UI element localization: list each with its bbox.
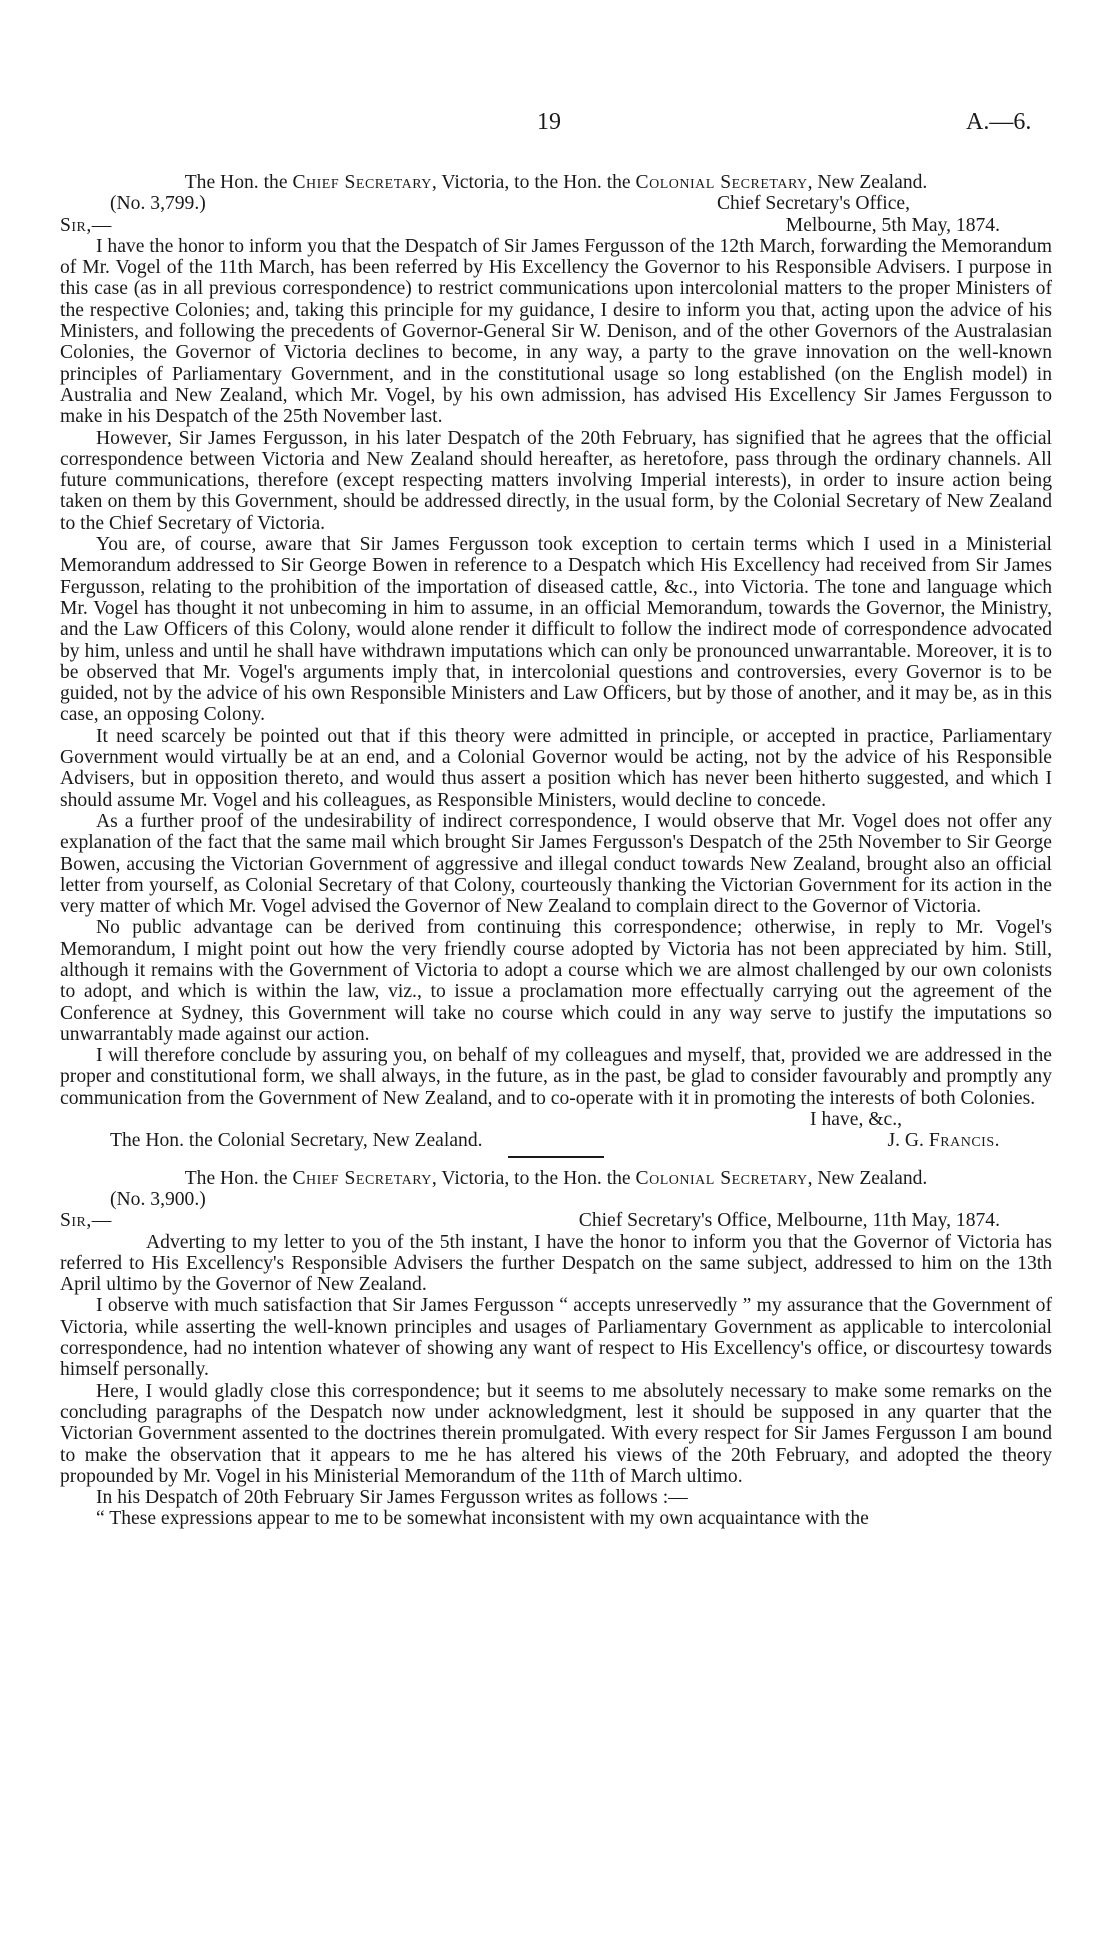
letter-2-quote: “ These expressions appear to me to be somewhat inconsistent with my own acquaintance with the [96, 1508, 869, 1530]
letter-1-paragraph: I will therefore conclude by assuring you, on behalf of my colleagues and myself, that, provided we are addressed in the proper and constitutional form, we shall always, in the future, as in the past, be glad to consider favourably and promptly any communication from the Government of New Zealand, and to co-operate with it in promoting the interests of both Colonies. [60, 1045, 1052, 1109]
page-header [0, 109, 1114, 142]
letter-2-paragraph: Adverting to my letter to you of the 5th instant, I have the honor to inform you that the Governor of Victoria has referred to His Excellency's Responsible Advisers the further Despatch on the same subject, addressed to him on the 13th April ultimo by the Governor of New Zealand. [60, 1231, 1052, 1296]
letter-2-paragraph: Here, I would gladly close this correspondence; but it seems to me absolutely necessary to make some remarks on the concluding paragraphs of the Despatch now under acknowledgment, lest it should be supposed in any quarter that the Victorian Government assented to the doctrines therein promulgated. With every respect for Sir James Fergusson I am bound to make the observation that it appears to me he has altered his views of the 20th February, and adopted the theory propounded by Mr. Vogel in his Ministerial Memorandum of the 11th of March ultimo. [60, 1380, 1052, 1487]
letter-1-place-date: Melbourne, 5th May, 1874. [785, 214, 1000, 236]
letter-1-signature-row [60, 1130, 1052, 1151]
letter-1-office: Chief Secretary's Office, [716, 193, 910, 215]
letter-2-title: The Hon. the Chief Secretary, Victoria, to the Hon. the Colonial Secretary, New Zealand. [184, 1167, 928, 1189]
letter-1-number-row [60, 193, 1052, 214]
letter-1-title: The Hon. the Chief Secretary, Victoria, to the Hon. the Colonial Secretary, New Zealand. [184, 172, 928, 193]
letter-1-paragraph: It need scarcely be pointed out that if this theory were admitted in principle, or accepted in practice, Parliamentary Government would virtually be at an end, and a Colonial Governor would be acting, not by the advice of his Responsible Advisers, but in opposition thereto, and would thus assert a position which has never been hitherto suggested, and which I should assume Mr. Vogel and his colleagues, as Responsible Ministers, would decline to concede. [60, 725, 1052, 811]
letter-2-paragraph: In his Despatch of 20th February Sir James Fergusson writes as follows :— [96, 1487, 688, 1509]
letter-2-number: (No. 3,900.) [110, 1188, 206, 1210]
document-reference: A.—6. [966, 109, 1032, 135]
letter-1-paragraph: You are, of course, aware that Sir James Fergusson took exception to certain terms which I used in a Ministerial Memorandum addressed to Sir George Bowen in reference to a Despatch which His Excellency had received from Sir James Fergusson, relating to the prohibition of the importation of diseased cattle, &c., into Victoria. The tone and language which Mr. Vogel has thought it not unbecoming in him to assume, in an official Memorandum, towards the Governor, the Ministry, and the Law Officers of this Colony, would alone render it difficult to follow the indirect mode of correspondence advocated by him, unless and until he shall have withdrawn imputations which can only be pronounced unwarrantable. Moreover, it is to be observed that Mr. Vogel's arguments imply that, in intercolonial questions and controversies, every Governor is to be guided, not by the advice of his own Responsible Ministers and Law Officers, but by those of another, and it may be, as in this case, an opposing Colony. [60, 534, 1052, 726]
letter-1-paragraph: However, Sir James Fergusson, in his later Despatch of the 20th February, has signified that he agrees that the official correspondence between Victoria and New Zealand should hereafter, as heretofore, pass through the ordinary channels. All future communications, therefore (except respecting matters involving Imperial interests), in order to insure action being taken on them by this Government, should be addressed directly, in the usual form, by the Colonial Secretary of New Zealand to the Chief Secretary of Victoria. [60, 427, 1052, 534]
letter-1-salutation: Sir,— [60, 214, 112, 236]
letter-2-salutation: Sir,— [60, 1210, 112, 1232]
letter-2-place-date: Chief Secretary's Office, Melbourne, 11th May, 1874. [578, 1210, 1000, 1232]
letter-1-signature: J. G. Francis. [887, 1130, 1000, 1152]
letter-1-paragraph: No public advantage can be derived from continuing this correspondence; otherwise, in reply to Mr. Vogel's Memorandum, I might point out how the very friendly course adopted by Victoria has not been appreciated by him. Still, although it remains with the Government of Victoria to adopt a course which we are almost challenged by our own colonists to adopt, and which is within the law, viz., to issue a proclamation more effectually carrying out the agreement of the Conference at Sydney, this Government will take no course which could in any way serve to justify the imputations so unwarrantably made against our action. [60, 917, 1052, 1045]
letter-1 [60, 172, 1052, 1530]
letter-1-salutation-row [60, 215, 1052, 236]
letter-1-paragraph: As a further proof of the undesirability of indirect correspondence, I would observe that Mr. Vogel does not offer any explanation of the fact that the same mail which brought Sir James Fergusson's Despatch of the 25th November to Sir George Bowen, accusing the Victorian Government of aggressive and illegal conduct towards New Zealand, brought also an official letter from yourself, as Colonial Secretary of that Colony, courteously thanking the Victorian Government for its action in the very matter of which Mr. Vogel advised the Governor of New Zealand to complain direct to the Governor of Victoria. [60, 810, 1052, 918]
letter-1-number: (No. 3,799.) [110, 193, 206, 215]
letter-1-paragraph: I have the honor to inform you that the Despatch of Sir James Fergusson of the 12th March, forwarding the Memorandum of Mr. Vogel of the 11th March, has been referred by His Excellency the Governor to his Responsible Advisers. I purpose in this case (as in all previous correspondence) to restrict communications upon intercolonial matters to the proper Ministers of the respective Colonies; and, taking this principle for my guidance, I desire to inform you that, acting upon the advice of his Ministers, and following the precedents of Governor-General Sir W. Denison, and of the other Governors of the Australasian Colonies, the Governor of Victoria declines to become, in any way, a party to the grave innovation on the well-known principles of Parliamentary Government, and in the constitutional usage so long established (on the English model) in Australia and New Zealand, which Mr. Vogel, by his own admission, has advised His Excellency Sir James Fergusson to make in his Despatch of the 25th November last. [60, 235, 1052, 428]
section-divider [508, 1156, 604, 1158]
letter-1-addressee: The Hon. the Colonial Secretary, New Zealand. [110, 1130, 483, 1152]
letter-1-closing: I have, &c., [810, 1109, 902, 1131]
page-number: 19 [537, 109, 561, 135]
letter-2-salutation-row [60, 1210, 1052, 1231]
letter-2-paragraph: I observe with much satisfaction that Sir James Fergusson “ accepts unreservedly ” my assurance that the Government of Victoria, while asserting the well-known principles and usages of Parliamentary Government as applicable to intercolonial correspondence, had no intention whatever of showing any want of respect to His Excellency's office, or discourtesy towards himself personally. [60, 1295, 1052, 1381]
